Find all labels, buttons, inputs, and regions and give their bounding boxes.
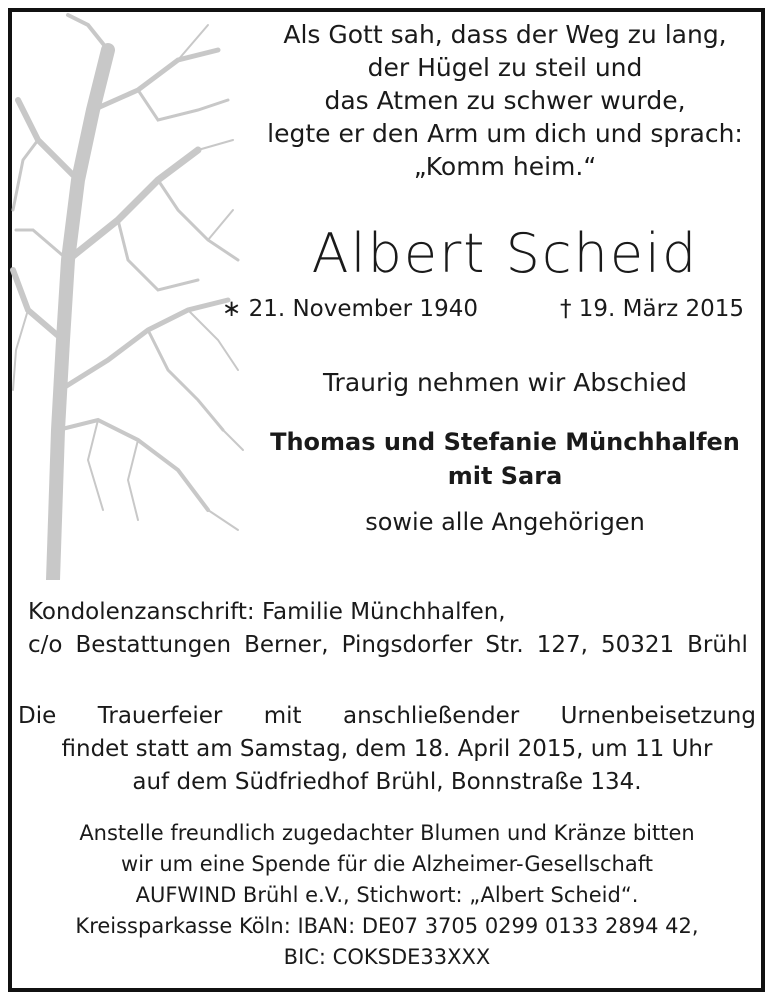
birth-date: ∗ 21. November 1940	[222, 296, 478, 322]
tree-illustration	[8, 10, 248, 580]
ceremony-line: auf dem Südfriedhof Brühl, Bonnstraße 134.	[132, 769, 642, 795]
poem-line: legte er den Arm um dich und sprach:	[267, 119, 743, 148]
address-word: Pingsdorfer	[341, 632, 473, 658]
deceased-name: Albert Scheid	[311, 222, 699, 285]
poem-line: Als Gott sah, dass der Weg zu lang,	[283, 20, 727, 49]
address-word: Bestattungen	[75, 632, 232, 658]
death-date: † 19. März 2015	[559, 296, 744, 322]
mourning-heading: Traurig nehmen wir Abschied	[322, 368, 688, 397]
ceremony-word: Trauerfeier	[97, 703, 223, 729]
relatives-line: sowie alle Angehörigen	[365, 508, 645, 536]
poem-line: „Komm heim.“	[413, 152, 597, 181]
condolence-address	[28, 596, 748, 662]
family-line: mit Sara	[447, 462, 563, 490]
condolence-line: Kondolenzanschrift: Familie Münchhalfen,	[28, 599, 506, 625]
donation-line: AUFWIND Brühl e.V., Stichwort: „Albert Scheid“.	[135, 883, 639, 907]
ceremony-line: findet statt am Samstag, dem 18. April 2015, um 11 Uhr	[61, 736, 713, 762]
ceremony-word: Die	[18, 703, 57, 729]
family-names	[240, 425, 770, 493]
address-word: c/o	[28, 632, 63, 658]
address-word: Str.	[485, 632, 524, 658]
address-word: Berner,	[244, 632, 329, 658]
donation-line: wir um eine Spende für die Alzheimer-Gesellschaft	[121, 852, 653, 876]
address-word: Brühl	[687, 632, 748, 658]
donation-line: Kreissparkasse Köln: IBAN: DE07 3705 0299 0133 2894 42,	[75, 914, 699, 938]
poem-line: das Atmen zu schwer wurde,	[324, 86, 686, 115]
poem	[240, 18, 770, 183]
address-word: 50321	[600, 632, 675, 658]
address-word: 127,	[536, 632, 588, 658]
ceremony-info	[18, 700, 756, 799]
family-line: Thomas und Stefanie Münchhalfen	[270, 428, 740, 456]
donation-line: BIC: COKSDE33XXX	[283, 945, 491, 969]
condolence-address-line	[28, 629, 748, 662]
donation-info	[20, 818, 754, 973]
ceremony-line	[18, 700, 756, 733]
ceremony-word: mit	[263, 703, 302, 729]
ceremony-word: Urnenbeisetzung	[560, 703, 756, 729]
ceremony-word: anschließender	[343, 703, 520, 729]
donation-line: Anstelle freundlich zugedachter Blumen und Kränze bitten	[79, 821, 695, 845]
poem-line: der Hügel zu steil und	[367, 53, 643, 82]
